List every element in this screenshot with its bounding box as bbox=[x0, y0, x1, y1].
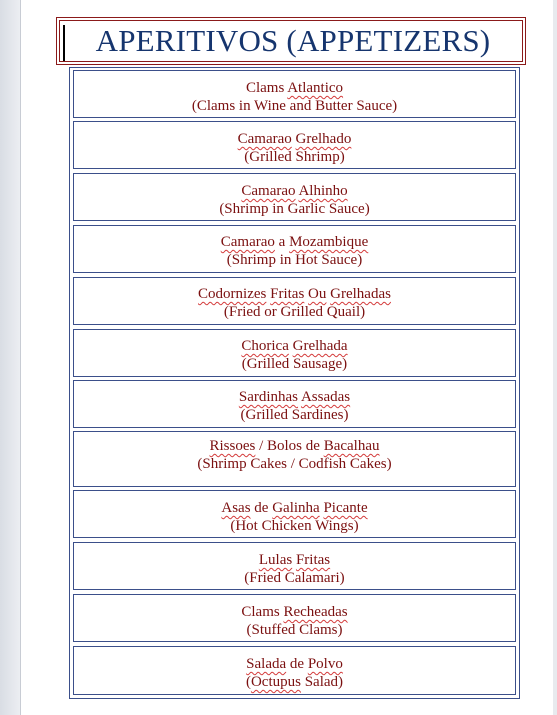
table-row[interactable] bbox=[73, 490, 516, 538]
item-description: (Grilled Sausage) bbox=[241, 356, 348, 372]
item-description: (Shrimp in Hot Sauce) bbox=[226, 252, 363, 268]
table-row[interactable] bbox=[73, 431, 516, 487]
document-right-margin bbox=[553, 0, 557, 715]
item-description: (Shrimp Cakes / Codfish Cakes) bbox=[197, 456, 392, 472]
item-description: (Shrimp in Garlic Sauce) bbox=[219, 201, 370, 217]
item-name: Camarao a Mozambique bbox=[220, 234, 369, 250]
item-name: Sardinhas Assadas bbox=[238, 389, 351, 405]
table-row[interactable] bbox=[73, 225, 516, 273]
item-name: Asas de Galinha Picante bbox=[221, 500, 368, 516]
item-name: Chorica Grelhada bbox=[241, 338, 348, 354]
item-name: Codornizes Fritas Ou Grelhadas bbox=[198, 286, 391, 302]
table-row[interactable] bbox=[73, 594, 516, 642]
item-description: (Fried or Grilled Quail) bbox=[223, 304, 366, 320]
item-name: Camarao Grelhado bbox=[237, 131, 352, 147]
table-row[interactable] bbox=[73, 277, 516, 325]
item-name: Camarao Alhinho bbox=[241, 183, 348, 199]
item-description: (Fried Calamari) bbox=[244, 570, 345, 586]
page-title[interactable]: APERITIVOS (APPETIZERS) bbox=[95, 23, 491, 58]
table-row[interactable] bbox=[73, 121, 516, 169]
item-description: (Hot Chicken Wings) bbox=[230, 518, 359, 534]
table-row[interactable] bbox=[73, 173, 516, 221]
item-name: Rissoes / Bolos de Bacalhau bbox=[209, 438, 380, 454]
table-row[interactable] bbox=[73, 70, 516, 118]
document-left-margin bbox=[0, 0, 21, 715]
item-description: (Stuffed Clams) bbox=[246, 622, 343, 638]
title-box[interactable] bbox=[56, 17, 526, 65]
item-description: (Grilled Shrimp) bbox=[244, 149, 345, 165]
spellcheck-word: Atlantico bbox=[287, 80, 344, 96]
item-name: Clams Atlantico bbox=[245, 80, 344, 96]
appetizer-table bbox=[69, 67, 520, 699]
table-row[interactable] bbox=[73, 542, 516, 590]
item-description: (Clams in Wine and Butter Sauce) bbox=[191, 98, 398, 114]
table-row[interactable] bbox=[73, 329, 516, 377]
table-row[interactable] bbox=[73, 646, 516, 695]
item-description: (Octupus Salad) bbox=[245, 674, 344, 690]
item-name: Salada de Polvo bbox=[246, 656, 343, 672]
item-name: Clams Recheadas bbox=[241, 604, 348, 620]
text-cursor bbox=[63, 25, 65, 61]
item-description: (Grilled Sardines) bbox=[240, 407, 349, 423]
item-name: Lulas Fritas bbox=[258, 552, 331, 568]
table-row[interactable] bbox=[73, 380, 516, 428]
